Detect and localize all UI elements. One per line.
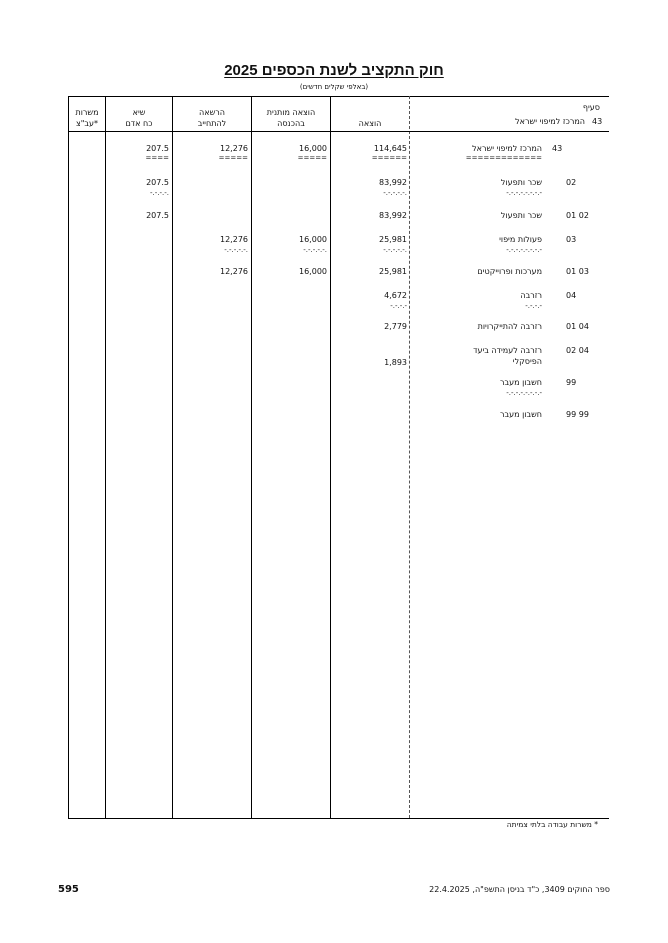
- row-code: 43: [552, 144, 563, 153]
- row-name: רזרבה להתייקרויות: [477, 322, 542, 331]
- row-manpower: 207.5: [146, 178, 169, 187]
- column-divider: [330, 96, 331, 818]
- header-expense: הוצאה: [358, 119, 382, 128]
- row-expense: 25,981: [379, 267, 407, 276]
- row-name-underline: -.-.-.-: [525, 302, 542, 310]
- row-name: רזרבה לעמידה ביעד: [473, 346, 542, 355]
- row-name: שכר ותפעול: [500, 211, 542, 220]
- row-expense-underline: -.-.-.-.-.: [383, 246, 407, 254]
- header-section-number: 43: [592, 117, 603, 126]
- column-divider: [105, 96, 106, 818]
- row-name-underline: -.-.-.-.-.-.-.-: [506, 246, 542, 254]
- row-code: 01 03: [566, 267, 589, 276]
- row-name: מערכות ופרוייקטים: [477, 267, 542, 276]
- table-bottom-line: [68, 818, 609, 819]
- header-section-label: סעיף: [582, 103, 600, 112]
- row-code: 03: [566, 235, 577, 244]
- row-commitment: 12,276: [220, 144, 248, 153]
- row-expense-underline: -.-.-.-.-.: [383, 189, 407, 197]
- row-expense-underline: ======: [371, 154, 407, 162]
- row-expense: 114,645: [373, 144, 407, 153]
- row-name: רזרבה: [520, 291, 542, 300]
- row-expense: 1,893: [384, 358, 407, 367]
- row-name: פעולות מיפוי: [499, 235, 542, 244]
- budget-table: [68, 96, 609, 819]
- row-expense: 4,672: [384, 291, 407, 300]
- row-manpower: 207.5: [146, 211, 169, 220]
- row-conditional: 16,000: [299, 144, 327, 153]
- row-expense: 25,981: [379, 235, 407, 244]
- header-commitment: הרשאה להתחייב: [197, 108, 227, 128]
- row-code: 99: [566, 378, 577, 387]
- row-conditional-underline: =====: [297, 154, 327, 162]
- row-code: 02: [566, 178, 577, 187]
- row-name: המרכז למיפוי ישראל: [472, 144, 542, 153]
- row-commitment: 12,276: [220, 235, 248, 244]
- column-divider: [409, 96, 410, 818]
- row-name-underline: -.-.-.-.-.-.-.-: [506, 389, 542, 397]
- column-divider: [172, 96, 173, 818]
- row-conditional: 16,000: [299, 267, 327, 276]
- row-expense: 83,992: [379, 211, 407, 220]
- row-code: 02 04: [566, 346, 589, 355]
- row-conditional-underline: -.-.-.-.-.: [303, 246, 327, 254]
- page-number: 595: [58, 884, 79, 895]
- row-code: 04: [566, 291, 577, 300]
- row-name-line2: הפיסקלי: [512, 357, 542, 366]
- row-name: שכר ותפעול: [500, 178, 542, 187]
- row-commitment-underline: -.-.-.-.-.: [224, 246, 248, 254]
- row-name: חשבון מעבר: [499, 378, 542, 387]
- row-manpower: 207.5: [146, 144, 169, 153]
- header-manpower: שיא כח אדם: [125, 108, 153, 128]
- units-subtitle: (באלפי שקלים חדשים): [299, 83, 369, 91]
- row-expense: 83,992: [379, 178, 407, 187]
- table-border-left: [68, 96, 69, 818]
- page-title: חוק התקציב לשנת הכספים 2025: [224, 62, 444, 79]
- footnote: * משרות עבודה בלתי צמיתה: [506, 820, 598, 829]
- column-divider: [251, 96, 252, 818]
- row-manpower-underline: -.-.-.-.: [149, 189, 169, 197]
- row-commitment-underline: =====: [218, 154, 248, 162]
- row-manpower-underline: ====: [145, 154, 169, 162]
- header-separator: [68, 131, 609, 132]
- row-name-underline: -.-.-.-.-.-.-.-: [506, 189, 542, 197]
- row-conditional: 16,000: [299, 235, 327, 244]
- footer-source: ספר החוקים 3409, כ"ד בניסן התשפ"ה, 22.4.2025: [429, 885, 610, 894]
- header-section-name: המרכז למיפוי ישראל: [515, 117, 585, 126]
- header-jobs: משרות עב"צ*: [75, 108, 99, 128]
- row-commitment: 12,276: [220, 267, 248, 276]
- row-name: חשבון מעבר: [499, 410, 542, 419]
- row-name-underline: =============: [465, 154, 542, 162]
- row-expense: 2,779: [384, 322, 407, 331]
- row-code: 01 02: [566, 211, 589, 220]
- row-code: 99 99: [566, 410, 589, 419]
- row-expense-underline: -.-.-.-: [390, 302, 407, 310]
- row-code: 01 04: [566, 322, 589, 331]
- header-conditional-expense: הוצאה מותנית בהכנסה: [266, 108, 316, 128]
